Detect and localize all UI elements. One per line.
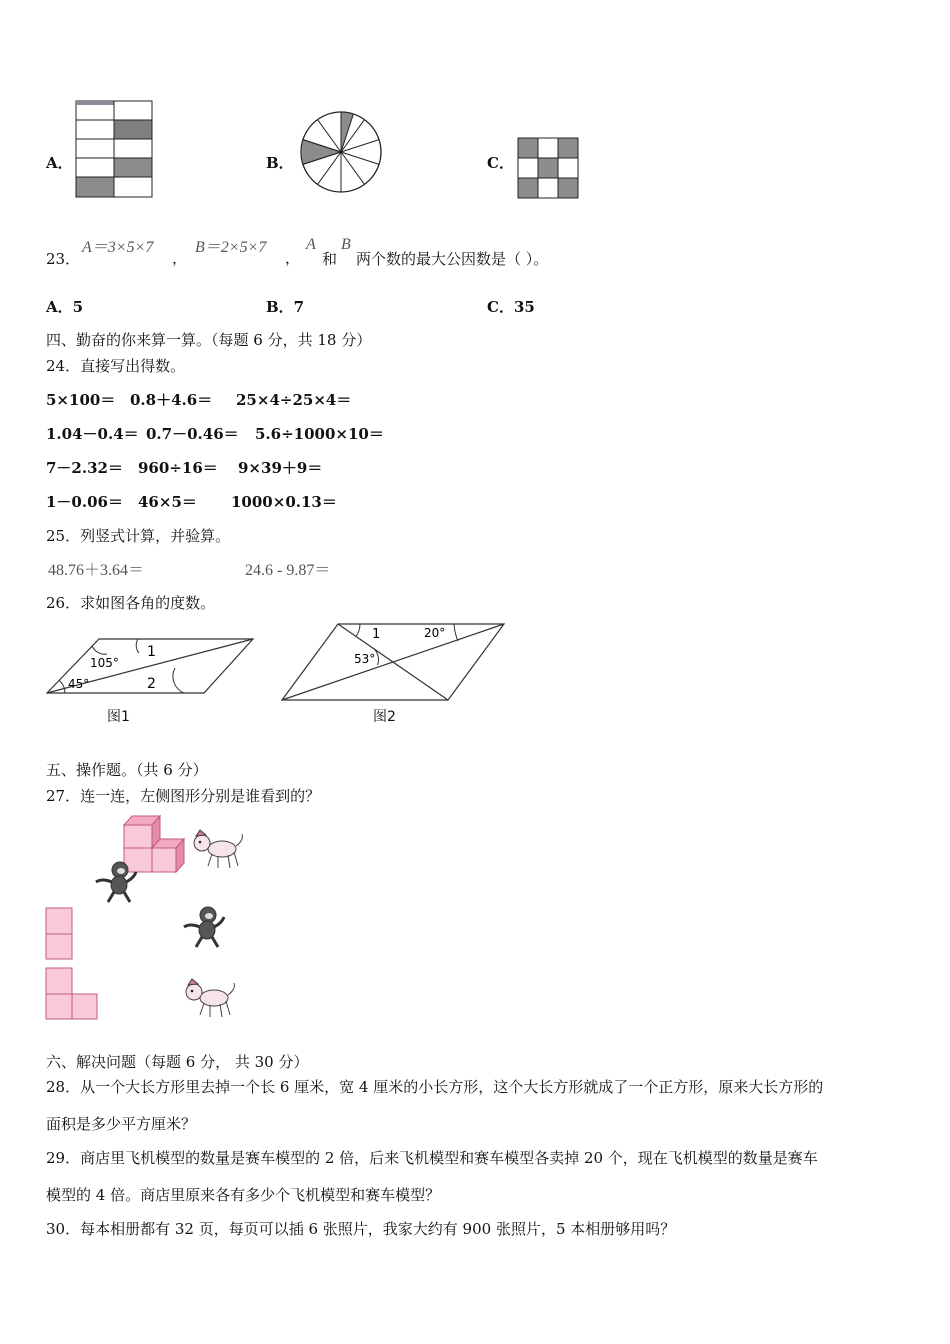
figure-2-angle-53: 53° (354, 652, 376, 666)
section-6-title: 六、解决问题（每题 6 分， 共 30 分） (46, 1053, 309, 1071)
q23-comma-1: ， (172, 249, 188, 267)
figure-2-label-1: 1 (372, 627, 381, 642)
figure-1-angle-45: 45° (68, 677, 90, 691)
q24-r4-c3: 1000×0.13＝ (231, 493, 337, 511)
q28-line-2: 面积是多少平方厘米？ (46, 1115, 197, 1133)
option-c-label: C． (487, 154, 514, 172)
q24-r2-c1: 1.04－0.4＝ (46, 425, 139, 443)
monkey-icon (92, 860, 142, 906)
q29-line-1: 29．商店里飞机模型的数量是赛车模型的 2 倍，后来飞机模型和赛车模型各卖掉 20 个，现在飞机模型的数量是赛车 (46, 1149, 818, 1167)
q24-title: 24．直接写出得数。 (46, 357, 186, 375)
q24-r2-c3: 5.6÷1000×10＝ (255, 425, 384, 443)
monkey-icon (180, 905, 230, 951)
q25-expression-2: 24.6 - 9.87＝ (245, 562, 331, 579)
q25-expression-1: 48.76＋3.64＝ (48, 562, 145, 579)
q23-expression-a: A＝3×5×7 (82, 239, 154, 256)
q23-comma-2: ， (285, 249, 301, 267)
figure-2-parallelogram (280, 621, 508, 703)
view-figure-vertical (45, 907, 75, 961)
option-a-grid-figure (75, 100, 155, 200)
figure-2-angle-20: 20° (424, 626, 446, 640)
figure-1-label-1: 1 (147, 644, 156, 660)
q23-and: 和 (322, 250, 338, 268)
q23-option-b: B．7 (266, 298, 305, 316)
q24-r1-c1: 5×100＝ (46, 391, 116, 409)
q23-option-a: A．5 (46, 298, 84, 316)
section-4-title: 四、勤奋的你来算一算。（每题 6 分，共 18 分） (46, 331, 372, 349)
figure-1-caption: 图1 (107, 709, 130, 725)
q23-variable-a: A (306, 236, 316, 253)
q23-expression-b: B＝2×5×7 (195, 239, 267, 256)
q30-line-1: 30．每本相册都有 32 页，每页可以插 6 张照片，我家大约有 900 张照片，5 本相册够用吗？ (46, 1220, 676, 1238)
q28-line-1: 28．从一个大长方形里去掉一个长 6 厘米，宽 4 厘米的小长方形，这个大长方形就成了一个正方形，原来大长方形的 (46, 1078, 824, 1096)
option-b-circle-figure (300, 111, 384, 195)
q24-r1-c2: 0.8＋4.6＝ (130, 391, 213, 409)
view-figure-l-shape (45, 967, 101, 1021)
figure-1-parallelogram (44, 636, 256, 696)
option-c-grid-figure (517, 137, 581, 201)
q23-number: 23． (46, 250, 81, 268)
q24-r1-c3: 25×4÷25×4＝ (236, 391, 352, 409)
q27-title: 27．连一连，左侧图形分别是谁看到的？ (46, 787, 321, 805)
q23-option-c: C．35 (487, 298, 535, 316)
q25-title: 25．列竖式计算，并验算。 (46, 527, 231, 545)
option-b-label: B． (266, 154, 294, 172)
q24-r3-c1: 7－2.32＝ (46, 459, 123, 477)
figure-1-label-2: 2 (147, 676, 156, 692)
q23-question-tail: 两个数的最大公因数是（ ）。 (356, 250, 549, 268)
q23-variable-b: B (341, 236, 351, 253)
q24-r4-c2: 46×5＝ (138, 493, 197, 511)
figure-1-angle-105: 105° (90, 656, 119, 670)
option-a-label: A． (46, 154, 73, 172)
dog-icon (180, 975, 240, 1021)
dog-icon (188, 826, 248, 872)
q26-title: 26．求如图各角的度数。 (46, 594, 216, 612)
section-5-title: 五、操作题。（共 6 分） (46, 761, 208, 779)
q24-r2-c2: 0.7－0.46＝ (146, 425, 239, 443)
figure-2-caption: 图2 (373, 709, 396, 725)
q24-r3-c3: 9×39＋9＝ (238, 459, 323, 477)
q24-r3-c2: 960÷16＝ (138, 459, 218, 477)
q24-r4-c1: 1－0.06＝ (46, 493, 123, 511)
q29-line-2: 模型的 4 倍。商店里原来各有多少个飞机模型和赛车模型？ (46, 1186, 441, 1204)
